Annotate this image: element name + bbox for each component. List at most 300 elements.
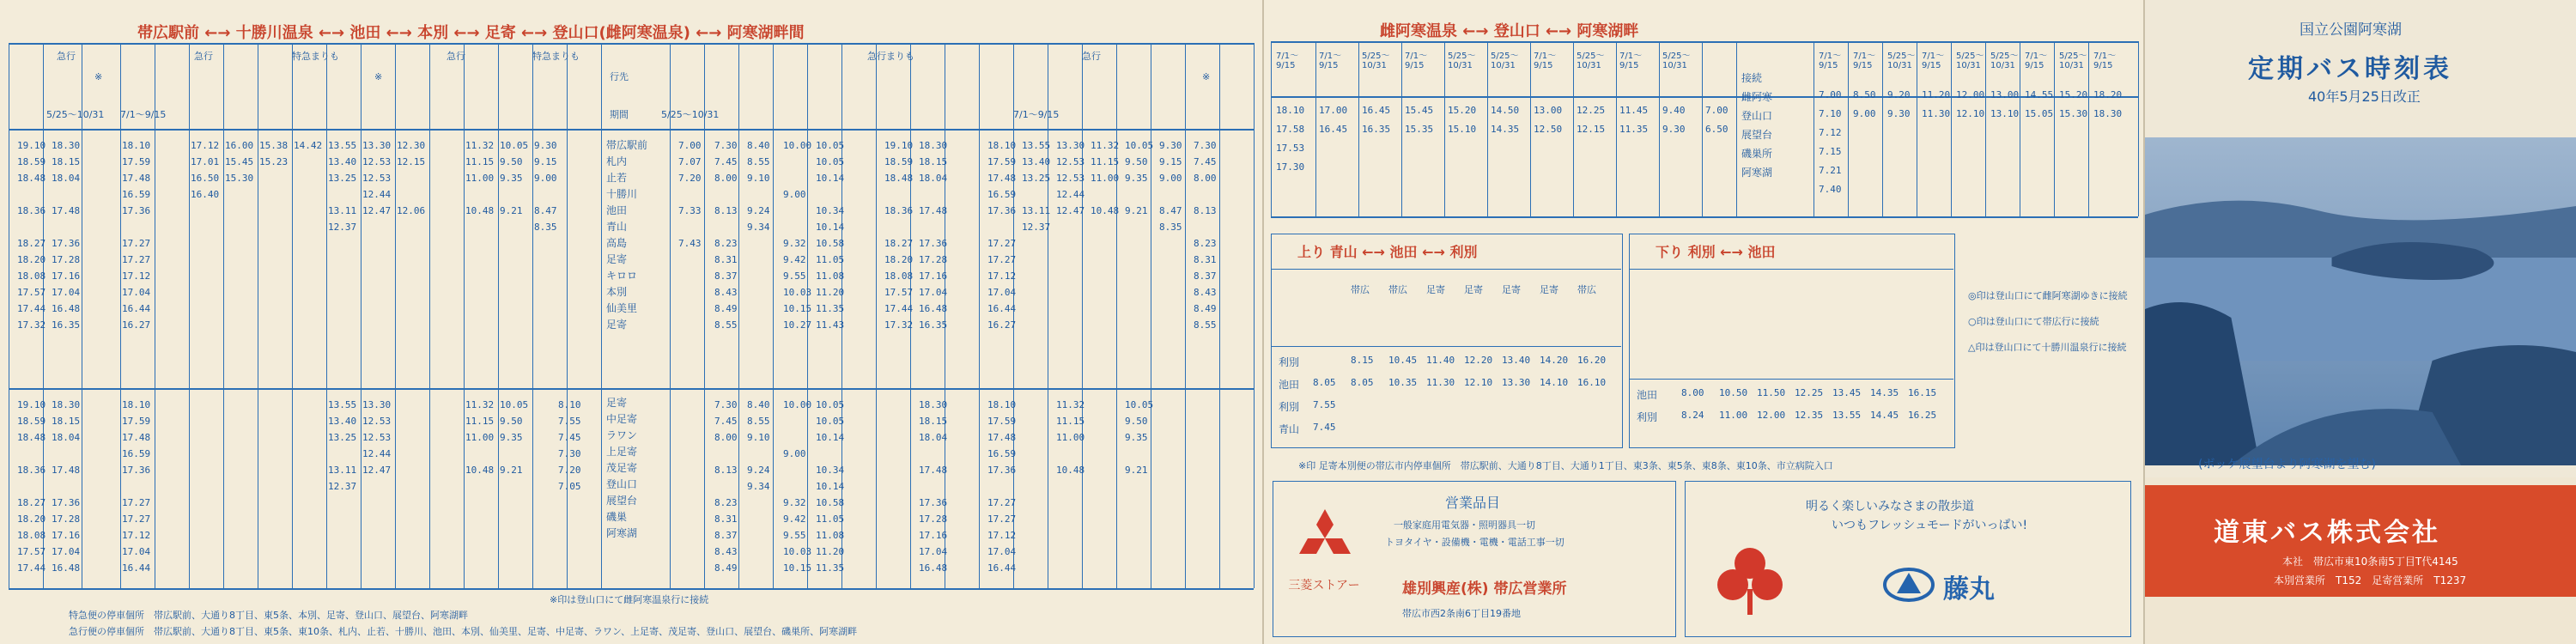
time-column — [678, 137, 702, 252]
time-cell: 18.20 — [17, 513, 46, 525]
time-cell — [1091, 301, 1119, 317]
time-cell — [294, 235, 322, 252]
time-cell: 18.48 — [884, 173, 914, 184]
time-cell: 9.00 — [534, 173, 557, 184]
time-cell — [191, 301, 219, 317]
time-cell: 17.28 — [52, 513, 81, 525]
time-cell: 11.00 — [1056, 432, 1085, 443]
time-cell: 11.32 — [1056, 399, 1085, 410]
time-cell: 10.00 — [783, 140, 812, 151]
time-cell: 17.48 — [52, 465, 81, 476]
time-cell: 16.00 — [225, 140, 254, 151]
time-cell — [747, 235, 770, 252]
time-cell — [328, 317, 356, 333]
time-cell — [191, 235, 219, 252]
time-cell — [1091, 186, 1119, 203]
time-cell: 18.20 — [2093, 89, 2123, 100]
time-cell: 8.13 — [714, 465, 738, 476]
time-cell — [816, 186, 844, 203]
period-cell: 7/1〜9/15 — [1619, 52, 1643, 70]
time-cell: 11.20 — [1922, 89, 1951, 100]
time-cell: 17.27 — [122, 254, 151, 265]
time-column — [122, 397, 150, 576]
time-column — [816, 137, 844, 333]
ad1-company: 雄別興産(株) 帯広営業所 — [1402, 580, 1567, 598]
time-cell — [328, 495, 356, 511]
time-cell: 17.00 — [1319, 105, 1348, 116]
time-cell — [558, 544, 581, 560]
time-cell: 10.58 — [816, 238, 845, 249]
time-cell: 10.05 — [500, 399, 529, 410]
time-cell — [362, 317, 391, 333]
time-cell: 8.40 — [747, 399, 770, 410]
time-cell: 9.00 — [783, 189, 806, 200]
time-cell: 9.35 — [500, 432, 523, 443]
time-cell: 17.28 — [52, 254, 81, 265]
time-cell: 17.36 — [987, 465, 1017, 476]
time-cell — [294, 284, 322, 301]
lake-photo — [2145, 137, 2576, 465]
time-column — [397, 137, 425, 333]
time-cell: 18.04 — [52, 173, 81, 184]
stop-name: 磯巣所 — [1741, 148, 1773, 160]
time-cell: 13.55 — [1022, 140, 1051, 151]
period-cell: 7/1〜9/15 — [1534, 52, 1557, 70]
time-cell — [1056, 268, 1084, 284]
time-cell: 11.00 — [1719, 410, 1748, 421]
time-cell — [328, 252, 356, 268]
time-cell: 9.32 — [783, 497, 806, 508]
time-cell: 16.35 — [919, 319, 948, 331]
time-cell: 16.50 — [191, 173, 220, 184]
time-cell — [534, 284, 557, 301]
time-cell: 16.59 — [987, 448, 1017, 459]
time-cell — [500, 317, 528, 333]
time-cell: 10.27 — [783, 319, 812, 331]
time-cell: 18.59 — [884, 156, 914, 167]
time-cell — [1159, 186, 1182, 203]
time-cell: 12.10 — [1956, 108, 1985, 119]
time-cell: 17.04 — [122, 546, 151, 557]
route-header: 帯広駅前 ←→ 十勝川温泉 ←→ 池田 ←→ 本別 ←→ 足寄 ←→ 登山口(雌阿寒温泉) ←→ 阿寒湖畔間 — [137, 24, 805, 42]
time-cell: 16.27 — [122, 319, 151, 331]
column-line — [1219, 43, 1220, 588]
up-col-head: 足寄 — [1540, 284, 1558, 295]
time-cell: 11.05 — [816, 254, 845, 265]
time-cell: 8.47 — [534, 205, 557, 216]
time-cell: 7.07 — [678, 156, 702, 167]
time-cell: 12.20 — [1464, 355, 1493, 366]
time-cell — [1125, 495, 1153, 511]
time-cell — [294, 301, 322, 317]
time-cell: 9.30 — [1159, 140, 1182, 151]
time-cell: 18.59 — [17, 416, 46, 427]
time-cell: 7.21 — [1819, 165, 1842, 176]
time-cell: 16.59 — [987, 189, 1017, 200]
time-cell: 9.15 — [534, 156, 557, 167]
time-cell — [558, 527, 581, 544]
time-cell — [1056, 478, 1084, 495]
time-cell: 17.27 — [987, 238, 1017, 249]
period-label-3: 5/25〜10/31 — [661, 109, 720, 120]
column-line — [292, 43, 293, 588]
time-cell: 18.30 — [919, 399, 948, 410]
time-cell — [328, 186, 356, 203]
time-cell — [1022, 235, 1050, 252]
time-cell: 10.14 — [816, 481, 845, 492]
time-cell — [1194, 186, 1217, 203]
ad-fujimaru — [1685, 481, 2131, 637]
time-cell — [747, 284, 770, 301]
time-cell — [1091, 284, 1119, 301]
time-cell: 17.28 — [919, 513, 948, 525]
time-cell: 10.05 — [1125, 140, 1154, 151]
time-cell: 17.01 — [191, 156, 220, 167]
footer-rule — [9, 588, 1254, 590]
time-cell: 10.34 — [816, 465, 845, 476]
time-cell: 17.48 — [987, 173, 1017, 184]
up-stop: 利別 — [1279, 356, 1300, 368]
time-cell: 18.20 — [884, 254, 914, 265]
time-cell: 8.43 — [714, 546, 738, 557]
time-cell: 17.12 — [987, 530, 1017, 541]
column-line — [1444, 41, 1445, 216]
time-cell: 18.59 — [17, 156, 46, 167]
period-cell: 5/25〜10/31 — [1362, 52, 1390, 70]
time-cell: 18.04 — [919, 173, 948, 184]
time-cell: 8.43 — [1194, 287, 1217, 298]
time-cell: 10.35 — [1388, 377, 1418, 388]
time-column — [1091, 137, 1119, 333]
time-cell: 9.21 — [500, 205, 523, 216]
time-cell — [225, 252, 253, 268]
time-cell: 12.06 — [397, 205, 426, 216]
time-cell: 18.04 — [52, 432, 81, 443]
time-cell — [294, 219, 322, 235]
time-column — [1194, 137, 1217, 333]
time-cell: 16.48 — [919, 562, 948, 574]
time-cell: 10.34 — [816, 205, 845, 216]
time-cell: 19.10 — [17, 140, 46, 151]
time-cell — [328, 560, 356, 576]
section-rule — [9, 388, 1254, 390]
time-cell: 9.50 — [1125, 416, 1148, 427]
rule — [1271, 216, 2138, 218]
time-cell: 11.45 — [1619, 105, 1649, 116]
column-line — [601, 43, 602, 588]
time-cell — [52, 219, 80, 235]
cover-title: 定期バス時刻表 — [2248, 54, 2452, 84]
time-cell: 11.08 — [816, 530, 845, 541]
cover-date: 40年5月25日改正 — [2308, 88, 2421, 105]
column-header: 急行 — [1082, 51, 1101, 62]
time-cell: 19.10 — [17, 399, 46, 410]
stop-list-down — [606, 137, 647, 333]
time-cell: 18.30 — [919, 140, 948, 151]
time-cell: 13.11 — [1022, 205, 1051, 216]
stop-name: 中足寄 — [606, 413, 638, 425]
time-cell: 17.32 — [884, 319, 914, 331]
time-cell — [747, 495, 770, 511]
time-cell: 14.35 — [1491, 124, 1520, 135]
down-block-column — [558, 397, 581, 576]
period-label-2: 7/1〜9/15 — [120, 109, 167, 120]
time-cell: 8.37 — [714, 530, 738, 541]
time-cell: 7.55 — [1313, 399, 1336, 410]
time-cell: 10.05 — [816, 399, 845, 410]
time-cell — [534, 186, 557, 203]
time-cell — [919, 219, 947, 235]
time-cell — [225, 284, 253, 301]
time-cell — [747, 268, 770, 284]
time-cell: 15.23 — [259, 156, 289, 167]
time-cell: 11.32 — [465, 140, 495, 151]
time-cell: 17.27 — [122, 497, 151, 508]
ad1-title: 営業品目 — [1445, 495, 1501, 511]
period-cell: 7/1〜9/15 — [1819, 52, 1842, 70]
time-cell — [1022, 186, 1050, 203]
stop-name: 阿寒湖 — [606, 527, 638, 539]
time-cell: 7.00 — [1819, 89, 1842, 100]
up-timetable-box — [1271, 234, 1623, 448]
time-column — [1159, 137, 1182, 333]
time-cell: 8.31 — [714, 513, 738, 525]
time-cell: 14.42 — [294, 140, 323, 151]
time-cell — [465, 527, 494, 544]
time-column — [362, 137, 391, 333]
time-cell: 17.04 — [987, 287, 1017, 298]
time-cell: 18.10 — [987, 399, 1017, 410]
time-cell: 9.42 — [783, 513, 806, 525]
column-line — [876, 43, 877, 588]
time-column — [919, 397, 947, 576]
stop-name: 高島 — [606, 237, 628, 249]
time-cell: 9.24 — [747, 465, 770, 476]
time-cell: 8.05 — [1313, 377, 1336, 388]
time-cell — [362, 478, 391, 495]
time-cell: 10.00 — [783, 399, 812, 410]
time-cell: 17.36 — [52, 238, 81, 249]
stop-name: 足寄 — [606, 397, 628, 409]
time-cell: 18.10 — [987, 140, 1017, 151]
column-line — [395, 43, 396, 588]
time-cell — [259, 252, 288, 268]
time-cell: 16.20 — [1577, 355, 1607, 366]
time-cell: 18.10 — [122, 399, 151, 410]
time-cell: 11.00 — [465, 173, 495, 184]
time-cell: 17.59 — [122, 416, 151, 427]
time-column — [52, 397, 80, 576]
time-cell — [534, 301, 557, 317]
time-cell: 7.15 — [1819, 146, 1842, 157]
stop-name: 展望台 — [1741, 129, 1773, 141]
ad2-slogan1: 明るく楽しいみなさまの散歩道 — [1806, 500, 1974, 513]
time-column — [1056, 397, 1084, 576]
time-cell: 11.15 — [465, 156, 495, 167]
time-cell — [884, 186, 913, 203]
time-cell: 11.43 — [816, 319, 845, 331]
time-cell — [783, 219, 811, 235]
time-cell: 12.44 — [362, 448, 392, 459]
time-cell — [1091, 268, 1119, 284]
stop-name: 茂足寄 — [606, 462, 638, 474]
time-cell — [191, 317, 219, 333]
time-cell: 19.10 — [884, 140, 914, 151]
time-cell — [294, 170, 322, 186]
time-cell — [225, 186, 253, 203]
time-column — [17, 137, 46, 333]
time-cell: 7.30 — [1194, 140, 1217, 151]
time-cell — [747, 446, 770, 462]
time-cell: 9.50 — [500, 416, 523, 427]
time-cell — [1125, 317, 1153, 333]
time-cell: 13.40 — [1502, 355, 1531, 366]
time-column — [987, 137, 1016, 333]
time-cell — [465, 560, 494, 576]
time-cell: 10.15 — [783, 562, 812, 574]
time-cell: 8.37 — [714, 270, 738, 282]
time-cell: 8.47 — [1159, 205, 1182, 216]
time-cell — [328, 301, 356, 317]
time-cell — [747, 317, 770, 333]
time-column — [783, 397, 811, 576]
time-cell: 9.50 — [1125, 156, 1148, 167]
time-cell: 18.48 — [17, 173, 46, 184]
time-cell — [225, 301, 253, 317]
stop-name: キロロ — [606, 270, 638, 282]
stop-name: ラワン — [606, 429, 638, 441]
down-route-title: 下り 利別 ←→ 池田 — [1656, 244, 1776, 260]
ad2-slogan2: いつもフレッシュモードがいっぱい! — [1832, 519, 2028, 532]
time-cell: 12.10 — [1464, 377, 1493, 388]
time-cell: 12.37 — [1022, 222, 1051, 233]
period-cell: 5/25〜10/31 — [1662, 52, 1691, 70]
time-cell: 12.15 — [1577, 124, 1606, 135]
time-cell — [1056, 446, 1084, 462]
up-col-head: 帯広 — [1388, 284, 1407, 295]
time-cell — [1056, 284, 1084, 301]
time-column — [714, 397, 738, 576]
column-line — [1358, 41, 1359, 216]
time-column — [1125, 137, 1153, 333]
time-cell: 18.15 — [52, 416, 81, 427]
period-cell: 7/1〜9/15 — [1405, 52, 1428, 70]
down-stop: 利別 — [1637, 411, 1658, 423]
time-column — [816, 397, 844, 576]
time-cell: 16.48 — [52, 303, 81, 314]
time-cell: 8.23 — [714, 497, 738, 508]
time-cell — [259, 284, 288, 301]
down-stop: 池田 — [1637, 389, 1658, 401]
time-cell: 9.24 — [747, 205, 770, 216]
time-cell: 17.53 — [1276, 143, 1305, 154]
time-cell: 7.10 — [1819, 108, 1842, 119]
time-cell — [747, 511, 770, 527]
time-cell: 8.10 — [558, 399, 581, 410]
column-line — [223, 43, 224, 588]
time-cell: 10.14 — [816, 222, 845, 233]
time-cell: 9.30 — [1887, 108, 1911, 119]
time-cell: 8.50 — [1853, 89, 1876, 100]
time-cell: 15.30 — [2059, 108, 2088, 119]
stop-name: 止若 — [606, 172, 628, 184]
time-cell — [259, 268, 288, 284]
time-cell: 17.36 — [919, 497, 948, 508]
time-cell: 16.59 — [122, 448, 151, 459]
time-cell: 7.45 — [714, 416, 738, 427]
column-line — [1401, 41, 1402, 216]
time-cell: 11.32 — [465, 399, 495, 410]
time-cell: 11.00 — [1091, 173, 1120, 184]
time-column — [259, 137, 288, 333]
time-cell: 8.23 — [714, 238, 738, 249]
time-cell: 13.25 — [328, 173, 357, 184]
time-cell — [1056, 317, 1084, 333]
time-cell: 17.04 — [987, 546, 1017, 557]
time-cell — [259, 170, 288, 186]
time-cell: 7.45 — [1313, 422, 1336, 433]
time-cell: 16.40 — [191, 189, 220, 200]
time-cell: 15.30 — [225, 173, 254, 184]
time-cell: 17.04 — [52, 546, 81, 557]
time-cell — [816, 446, 844, 462]
time-cell — [397, 252, 425, 268]
time-cell: 7.12 — [1819, 127, 1842, 138]
time-cell: 8.49 — [714, 303, 738, 314]
footnote-limited: 特急便の停車個所 帯広駅前、大通り8丁目、東5条、本別、足寄、登山口、展望台、阿寒湖畔 — [69, 610, 468, 621]
period-cell: 5/25〜10/31 — [1577, 52, 1605, 70]
time-cell: 10.48 — [465, 205, 495, 216]
time-cell — [747, 544, 770, 560]
time-cell: 18.30 — [52, 140, 81, 151]
time-cell: 9.35 — [1125, 173, 1148, 184]
time-column — [362, 397, 391, 576]
time-cell: 16.10 — [1577, 377, 1607, 388]
up-stop: 青山 — [1279, 423, 1300, 435]
time-cell: 18.15 — [52, 156, 81, 167]
column-line — [498, 43, 499, 588]
time-cell: 10.15 — [783, 303, 812, 314]
time-cell — [500, 478, 528, 495]
time-cell — [1125, 268, 1153, 284]
time-cell: 11.20 — [816, 287, 845, 298]
time-cell: 12.00 — [1956, 89, 1985, 100]
time-cell — [191, 252, 219, 268]
time-cell: 13.55 — [328, 399, 357, 410]
time-cell — [714, 219, 738, 235]
time-cell — [747, 560, 770, 576]
time-cell — [678, 219, 702, 235]
time-cell: 8.55 — [747, 416, 770, 427]
time-cell: 9.34 — [747, 222, 770, 233]
column-line — [1736, 41, 1737, 216]
time-column — [747, 397, 770, 576]
time-cell — [191, 284, 219, 301]
company-banner — [2145, 485, 2576, 597]
column-line — [1185, 43, 1186, 588]
time-cell — [17, 478, 46, 495]
time-cell — [500, 544, 528, 560]
time-cell: 9.21 — [500, 465, 523, 476]
time-column — [1125, 397, 1153, 576]
time-cell: 15.35 — [1405, 124, 1434, 135]
time-cell: 8.49 — [1194, 303, 1217, 314]
time-cell — [328, 511, 356, 527]
time-cell: 11.05 — [816, 513, 845, 525]
time-cell — [1159, 235, 1182, 252]
time-cell — [191, 203, 219, 219]
time-cell: 13.30 — [1502, 377, 1531, 388]
